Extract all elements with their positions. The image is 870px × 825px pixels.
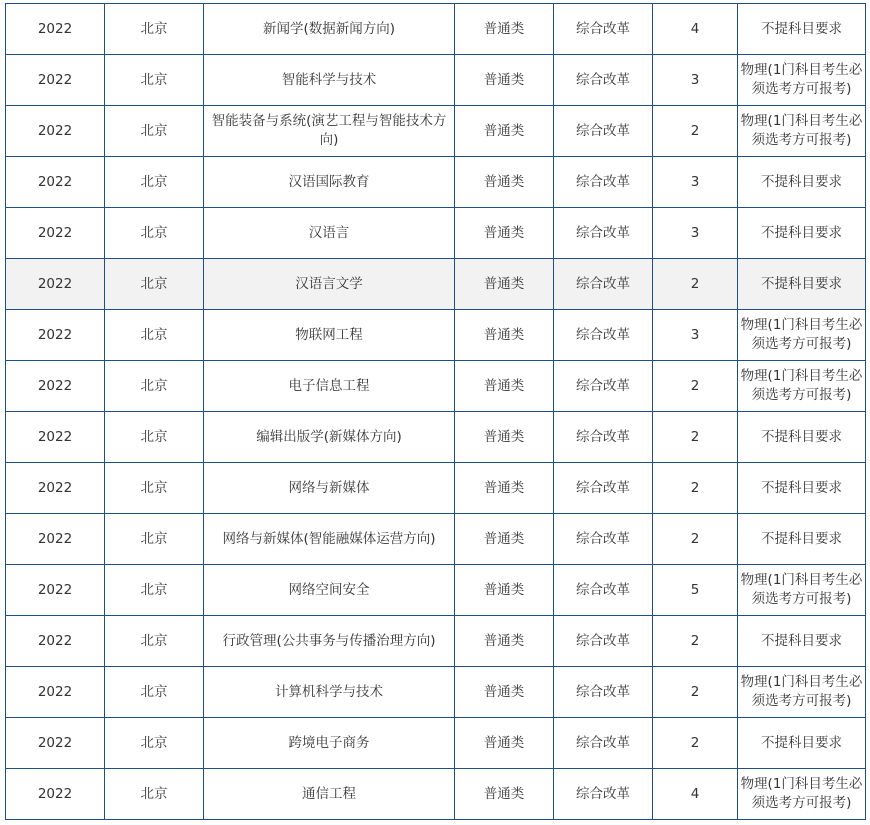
region-cell: 北京 bbox=[105, 412, 204, 463]
region-cell: 北京 bbox=[105, 208, 204, 259]
count-cell: 4 bbox=[653, 4, 738, 55]
table-row bbox=[6, 208, 866, 259]
category-cell: 普通类 bbox=[455, 565, 554, 616]
count-cell: 2 bbox=[653, 514, 738, 565]
region-cell: 北京 bbox=[105, 259, 204, 310]
count-cell: 3 bbox=[653, 208, 738, 259]
table-row bbox=[6, 4, 866, 55]
count-cell: 2 bbox=[653, 412, 738, 463]
major-cell: 计算机科学与技术 bbox=[204, 667, 455, 718]
requirement-cell: 物理(1门科目考生必须选考方可报考) bbox=[738, 310, 866, 361]
table-row bbox=[6, 769, 866, 820]
batch-cell: 综合改革 bbox=[554, 718, 653, 769]
major-cell: 网络与新媒体(智能融媒体运营方向) bbox=[204, 514, 455, 565]
requirement-cell: 不提科目要求 bbox=[738, 463, 866, 514]
table-row bbox=[6, 667, 866, 718]
year-cell: 2022 bbox=[6, 4, 105, 55]
region-cell: 北京 bbox=[105, 157, 204, 208]
requirement-cell: 不提科目要求 bbox=[738, 157, 866, 208]
year-cell: 2022 bbox=[6, 463, 105, 514]
table-row bbox=[6, 157, 866, 208]
major-cell: 汉语国际教育 bbox=[204, 157, 455, 208]
count-cell: 5 bbox=[653, 565, 738, 616]
requirement-cell: 不提科目要求 bbox=[738, 412, 866, 463]
major-cell: 跨境电子商务 bbox=[204, 718, 455, 769]
category-cell: 普通类 bbox=[455, 769, 554, 820]
table-row bbox=[6, 514, 866, 565]
major-cell: 智能装备与系统(演艺工程与智能技术方向) bbox=[204, 106, 455, 157]
region-cell: 北京 bbox=[105, 310, 204, 361]
batch-cell: 综合改革 bbox=[554, 259, 653, 310]
year-cell: 2022 bbox=[6, 361, 105, 412]
year-cell: 2022 bbox=[6, 616, 105, 667]
table-row bbox=[6, 106, 866, 157]
year-cell: 2022 bbox=[6, 55, 105, 106]
table-body bbox=[6, 4, 866, 820]
year-cell: 2022 bbox=[6, 769, 105, 820]
category-cell: 普通类 bbox=[455, 310, 554, 361]
count-cell: 2 bbox=[653, 106, 738, 157]
region-cell: 北京 bbox=[105, 4, 204, 55]
category-cell: 普通类 bbox=[455, 361, 554, 412]
requirement-cell: 不提科目要求 bbox=[738, 616, 866, 667]
count-cell: 2 bbox=[653, 718, 738, 769]
batch-cell: 综合改革 bbox=[554, 412, 653, 463]
table-row bbox=[6, 412, 866, 463]
admission-plan-table bbox=[5, 3, 866, 820]
major-cell: 电子信息工程 bbox=[204, 361, 455, 412]
requirement-cell: 物理(1门科目考生必须选考方可报考) bbox=[738, 361, 866, 412]
category-cell: 普通类 bbox=[455, 412, 554, 463]
major-cell: 网络空间安全 bbox=[204, 565, 455, 616]
requirement-cell: 物理(1门科目考生必须选考方可报考) bbox=[738, 667, 866, 718]
batch-cell: 综合改革 bbox=[554, 208, 653, 259]
year-cell: 2022 bbox=[6, 667, 105, 718]
region-cell: 北京 bbox=[105, 361, 204, 412]
major-cell: 新闻学(数据新闻方向) bbox=[204, 4, 455, 55]
category-cell: 普通类 bbox=[455, 259, 554, 310]
table-row bbox=[6, 361, 866, 412]
batch-cell: 综合改革 bbox=[554, 55, 653, 106]
count-cell: 4 bbox=[653, 769, 738, 820]
major-cell: 汉语言文学 bbox=[204, 259, 455, 310]
requirement-cell: 不提科目要求 bbox=[738, 208, 866, 259]
requirement-cell: 不提科目要求 bbox=[738, 4, 866, 55]
table-row bbox=[6, 718, 866, 769]
category-cell: 普通类 bbox=[455, 106, 554, 157]
category-cell: 普通类 bbox=[455, 616, 554, 667]
region-cell: 北京 bbox=[105, 106, 204, 157]
batch-cell: 综合改革 bbox=[554, 514, 653, 565]
year-cell: 2022 bbox=[6, 106, 105, 157]
count-cell: 2 bbox=[653, 616, 738, 667]
table-row bbox=[6, 55, 866, 106]
requirement-cell: 物理(1门科目考生必须选考方可报考) bbox=[738, 769, 866, 820]
major-cell: 编辑出版学(新媒体方向) bbox=[204, 412, 455, 463]
major-cell: 物联网工程 bbox=[204, 310, 455, 361]
major-cell: 智能科学与技术 bbox=[204, 55, 455, 106]
major-cell: 行政管理(公共事务与传播治理方向) bbox=[204, 616, 455, 667]
year-cell: 2022 bbox=[6, 412, 105, 463]
category-cell: 普通类 bbox=[455, 157, 554, 208]
count-cell: 2 bbox=[653, 361, 738, 412]
table-row bbox=[6, 463, 866, 514]
table-row-highlighted bbox=[6, 259, 866, 310]
year-cell: 2022 bbox=[6, 718, 105, 769]
category-cell: 普通类 bbox=[455, 514, 554, 565]
requirement-cell: 不提科目要求 bbox=[738, 259, 866, 310]
region-cell: 北京 bbox=[105, 514, 204, 565]
major-cell: 网络与新媒体 bbox=[204, 463, 455, 514]
batch-cell: 综合改革 bbox=[554, 463, 653, 514]
major-cell: 汉语言 bbox=[204, 208, 455, 259]
count-cell: 3 bbox=[653, 157, 738, 208]
table-row bbox=[6, 616, 866, 667]
year-cell: 2022 bbox=[6, 208, 105, 259]
major-cell: 通信工程 bbox=[204, 769, 455, 820]
region-cell: 北京 bbox=[105, 463, 204, 514]
batch-cell: 综合改革 bbox=[554, 157, 653, 208]
category-cell: 普通类 bbox=[455, 718, 554, 769]
region-cell: 北京 bbox=[105, 769, 204, 820]
batch-cell: 综合改革 bbox=[554, 616, 653, 667]
category-cell: 普通类 bbox=[455, 55, 554, 106]
region-cell: 北京 bbox=[105, 667, 204, 718]
region-cell: 北京 bbox=[105, 616, 204, 667]
batch-cell: 综合改革 bbox=[554, 361, 653, 412]
region-cell: 北京 bbox=[105, 718, 204, 769]
category-cell: 普通类 bbox=[455, 4, 554, 55]
batch-cell: 综合改革 bbox=[554, 106, 653, 157]
category-cell: 普通类 bbox=[455, 667, 554, 718]
region-cell: 北京 bbox=[105, 55, 204, 106]
region-cell: 北京 bbox=[105, 565, 204, 616]
requirement-cell: 物理(1门科目考生必须选考方可报考) bbox=[738, 55, 866, 106]
table-row bbox=[6, 565, 866, 616]
year-cell: 2022 bbox=[6, 259, 105, 310]
year-cell: 2022 bbox=[6, 157, 105, 208]
batch-cell: 综合改革 bbox=[554, 4, 653, 55]
batch-cell: 综合改革 bbox=[554, 769, 653, 820]
count-cell: 2 bbox=[653, 667, 738, 718]
requirement-cell: 不提科目要求 bbox=[738, 718, 866, 769]
count-cell: 3 bbox=[653, 55, 738, 106]
count-cell: 2 bbox=[653, 463, 738, 514]
category-cell: 普通类 bbox=[455, 208, 554, 259]
year-cell: 2022 bbox=[6, 310, 105, 361]
table-row bbox=[6, 310, 866, 361]
batch-cell: 综合改革 bbox=[554, 310, 653, 361]
requirement-cell: 物理(1门科目考生必须选考方可报考) bbox=[738, 106, 866, 157]
year-cell: 2022 bbox=[6, 565, 105, 616]
requirement-cell: 不提科目要求 bbox=[738, 514, 866, 565]
year-cell: 2022 bbox=[6, 514, 105, 565]
count-cell: 2 bbox=[653, 259, 738, 310]
count-cell: 3 bbox=[653, 310, 738, 361]
requirement-cell: 物理(1门科目考生必须选考方可报考) bbox=[738, 565, 866, 616]
batch-cell: 综合改革 bbox=[554, 667, 653, 718]
batch-cell: 综合改革 bbox=[554, 565, 653, 616]
category-cell: 普通类 bbox=[455, 463, 554, 514]
